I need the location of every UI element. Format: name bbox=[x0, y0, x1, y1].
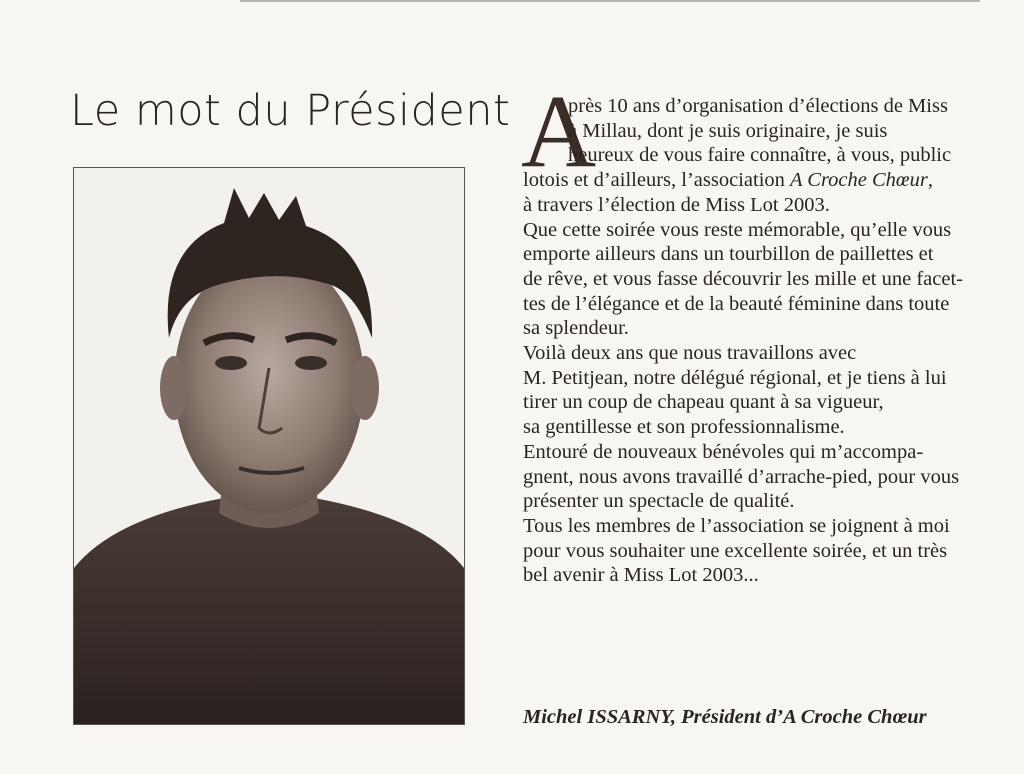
text-line: Voilà deux ans que nous travaillons avec bbox=[523, 342, 857, 365]
text-line: emporte ailleurs dans un tourbillon de paillettes et bbox=[523, 243, 934, 266]
association-name: A Croche Chœur bbox=[790, 169, 928, 192]
signature: Michel ISSARNY, Président d’A Croche Chœur bbox=[523, 706, 927, 728]
top-rule bbox=[240, 0, 980, 2]
text-line: à Millau, dont je suis originaire, je suis bbox=[568, 119, 888, 142]
text-line: gnent, nous avons travaillé d’arrache-pied, pour vous bbox=[523, 465, 960, 488]
text-line: sa gentillesse et son professionnalisme. bbox=[523, 416, 845, 439]
text-line-part: lotois et d’ailleurs, l’association bbox=[523, 169, 791, 192]
president-photo bbox=[73, 167, 465, 725]
text-line: pour vous souhaiter une excellente soirée, et un très bbox=[523, 539, 948, 562]
text-line: Que cette soirée vous reste mémorable, qu’elle vous bbox=[523, 218, 952, 241]
association-suffix: , bbox=[927, 169, 933, 192]
page-title: Le mot du Président bbox=[70, 86, 511, 136]
text-line: sa splendeur. bbox=[523, 317, 629, 340]
text-line: à travers l’élection de Miss Lot 2003. bbox=[523, 193, 830, 216]
text-line: de rêve, et vous fasse découvrir les mille et une facet- bbox=[523, 267, 963, 290]
portrait-photo-icon bbox=[74, 168, 464, 724]
text-line: Tous les membres de l’association se joignent à moi bbox=[523, 514, 950, 537]
text-line: heureux de vous faire connaître, à vous, public bbox=[568, 144, 952, 167]
text-line: présenter un spectacle de qualité. bbox=[523, 490, 795, 513]
text-line: bel avenir à Miss Lot 2003... bbox=[523, 564, 759, 587]
president-message bbox=[521, 74, 1003, 588]
text-line: Entouré de nouveaux bénévoles qui m’accompa- bbox=[523, 440, 924, 463]
dropcap-letter: A bbox=[521, 74, 597, 189]
text-line: tes de l’élégance et de la beauté féminine dans toute bbox=[523, 292, 950, 315]
text-line: tirer un coup de chapeau quant à sa vigueur, bbox=[523, 391, 884, 414]
text-line bbox=[523, 168, 1003, 193]
text-line: près 10 ans d’organisation d’élections de Miss bbox=[568, 95, 948, 117]
text-line: M. Petitjean, notre délégué régional, et je tiens à lui bbox=[523, 366, 947, 389]
